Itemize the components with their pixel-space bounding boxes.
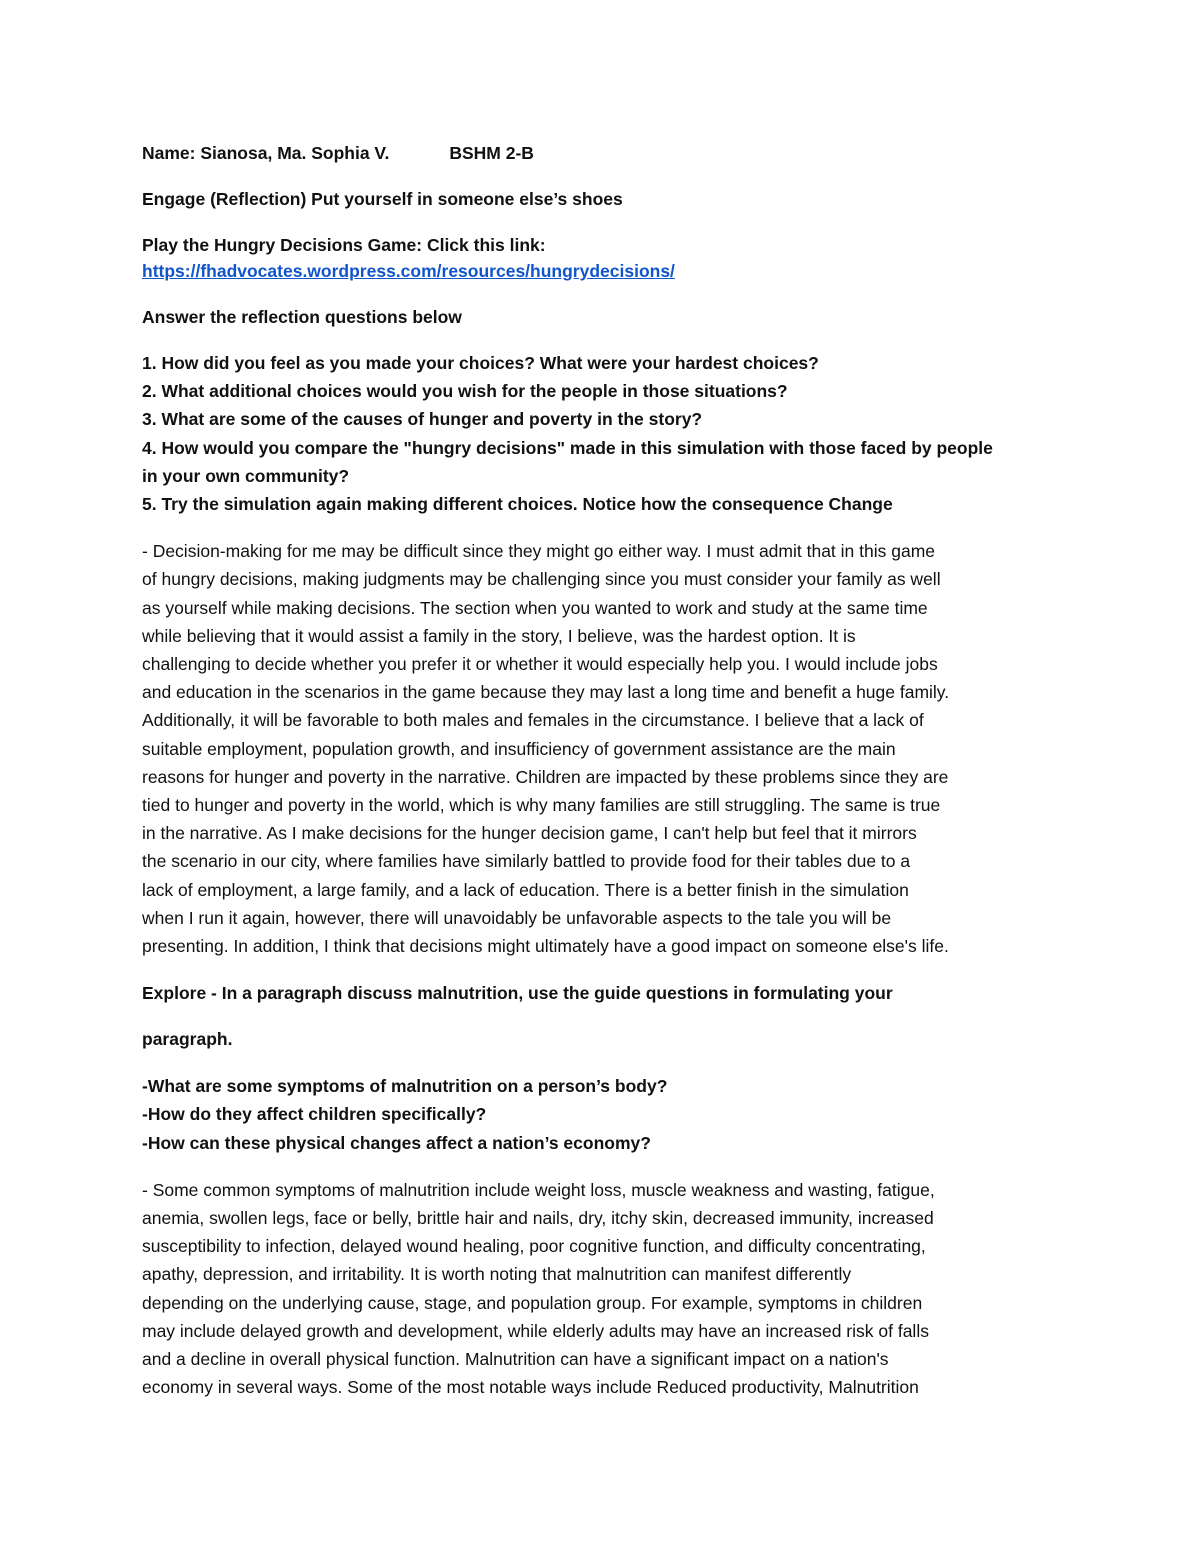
explore-title-cont: paragraph.	[142, 1029, 233, 1050]
answer-line: economy in several ways. Some of the most notable ways include Reduced productivity, Malnutrition	[142, 1377, 919, 1398]
answer-line: reasons for hunger and poverty in the narrative. Children are impacted by these problems since they are	[142, 766, 949, 787]
guide-question: -How do they affect children specifically?	[142, 1104, 487, 1125]
question-item: in your own community?	[142, 465, 350, 486]
question-item: 3. What are some of the causes of hunger and poverty in the story?	[142, 409, 703, 430]
answer-line: in the narrative. As I make decisions for the hunger decision game, I can't help but feel that it mirrors	[142, 823, 917, 844]
answer-line: of hungry decisions, making judgments may be challenging since you must consider your family as well	[142, 569, 941, 590]
question-item: 4. How would you compare the "hungry decisions" made in this simulation with those faced by people	[142, 437, 993, 458]
explore-answer	[142, 1176, 1072, 1402]
answer-line: and education in the scenarios in the game because they may last a long time and benefit a huge family.	[142, 682, 950, 703]
guide-questions	[142, 1072, 1072, 1157]
answer-line: anemia, swollen legs, face or belly, brittle hair and nails, dry, itchy skin, decreased immunity, increased	[142, 1208, 934, 1229]
answer-line: - Decision-making for me may be difficult since they might go either way. I must admit that in this game	[142, 541, 936, 562]
question-item: 1. How did you feel as you made your choices? What were your hardest choices?	[142, 353, 819, 373]
answer-line: presenting. In addition, I think that decisions might ultimately have a good impact on someone else's life.	[142, 936, 949, 957]
guide-question: -What are some symptoms of malnutrition on a person’s body?	[142, 1076, 668, 1097]
answer-line: suitable employment, population growth, and insufficiency of government assistance are the main	[142, 738, 896, 759]
answer-line: as yourself while making decisions. The section when you wanted to work and study at the same time	[142, 597, 928, 618]
answer-line: susceptibility to infection, delayed wound healing, poor cognitive function, and difficulty concentrating,	[142, 1236, 926, 1257]
answer-line: when I run it again, however, there will unavoidably be unfavorable aspects to the tale you will be	[142, 907, 892, 928]
play-instruction: Play the Hungry Decisions Game: Click this link:	[142, 235, 546, 255]
answer-line: and a decline in overall physical function. Malnutrition can have a significant impact on a nation's	[142, 1349, 889, 1370]
reflection-questions	[142, 349, 1072, 518]
question-item: 5. Try the simulation again making different choices. Notice how the consequence Change	[142, 494, 893, 515]
document-page	[142, 140, 1072, 1402]
explore-title: Explore - In a paragraph discuss malnutrition, use the guide questions in formulating your	[142, 983, 893, 1004]
student-name: Name: Sianosa, Ma. Sophia V.	[142, 143, 390, 163]
reflection-answer	[142, 537, 1072, 960]
answer-line: the scenario in our city, where families have similarly battled to provide food for their tables due to a	[142, 851, 911, 872]
header-line	[142, 140, 1072, 166]
answer-line: apathy, depression, and irritability. It is worth noting that malnutrition can manifest differently	[142, 1264, 852, 1285]
class-section: BSHM 2-B	[449, 143, 534, 163]
answer-line: lack of employment, a large family, and a lack of education. There is a better finish in the simulation	[142, 879, 909, 900]
answer-line: tied to hunger and poverty in the world, which is why many families are still struggling. The same is true	[142, 795, 941, 816]
engage-title: Engage (Reflection) Put yourself in someone else’s shoes	[142, 189, 623, 209]
answer-line: Additionally, it will be favorable to both males and females in the circumstance. I believe that a lack of	[142, 710, 924, 731]
answer-line: depending on the underlying cause, stage, and population group. For example, symptoms in children	[142, 1292, 923, 1313]
question-item: 2. What additional choices would you wish for the people in those situations?	[142, 381, 788, 402]
answer-line: while believing that it would assist a family in the story, I believe, was the hardest option. It is	[142, 625, 856, 646]
game-link[interactable]: https://fhadvocates.wordpress.com/resources/hungrydecisions/	[142, 261, 675, 281]
guide-question: -How can these physical changes affect a nation’s economy?	[142, 1132, 651, 1153]
answer-line: - Some common symptoms of malnutrition include weight loss, muscle weakness and wasting, fatigue,	[142, 1179, 935, 1200]
answer-line: challenging to decide whether you prefer it or whether it would especially help you. I would include jobs	[142, 654, 938, 675]
answer-instruction: Answer the reflection questions below	[142, 307, 462, 327]
answer-line: may include delayed growth and development, while elderly adults may have an increased risk of falls	[142, 1320, 929, 1341]
